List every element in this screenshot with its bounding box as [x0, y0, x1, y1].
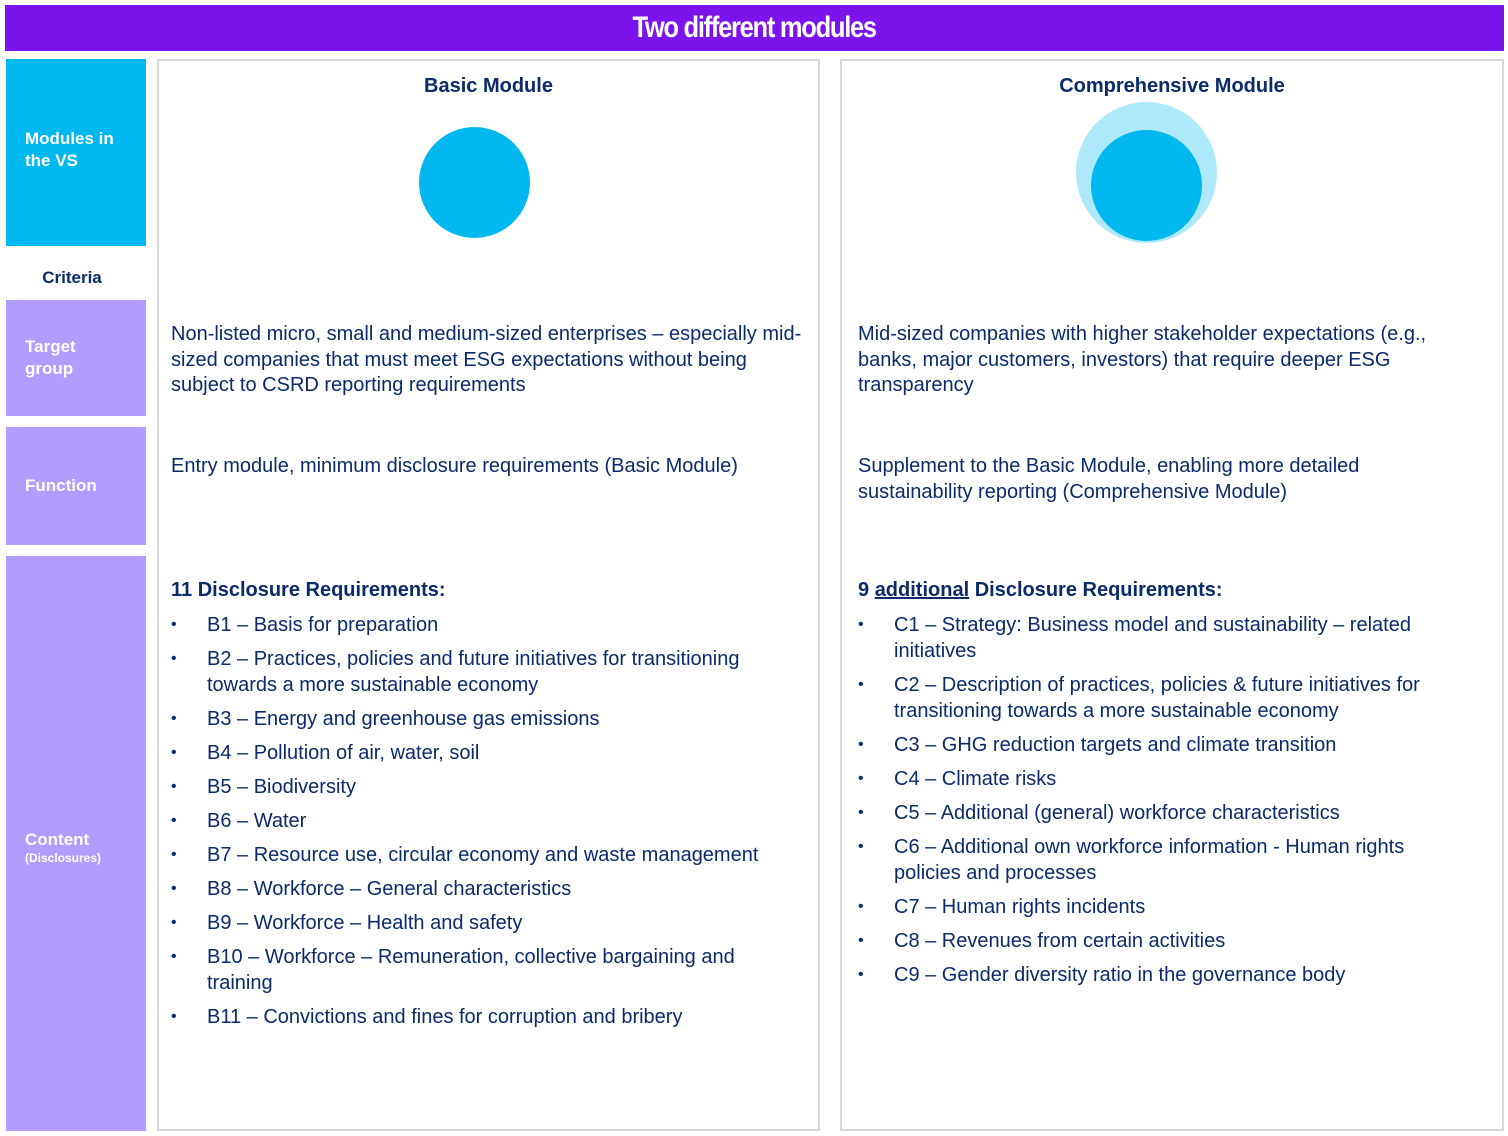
comprehensive-module-panel	[840, 59, 1504, 1131]
requirement-item: • B9 – Workforce – Health and safety	[171, 910, 791, 936]
requirement-item: • C3 – GHG reduction targets and climate transition	[858, 732, 1458, 758]
basic-module-title: Basic Module	[424, 75, 553, 97]
requirement-item: • B2 – Practices, policies and future initiatives for transitioning towards a more sustainable economy	[171, 646, 791, 698]
comprehensive-function-text: Supplement to the Basic Module, enabling more detailed sustainability reporting (Comprehensive Module)	[858, 455, 1360, 503]
page-title-bar	[5, 5, 1504, 51]
requirement-item: • B11 – Convictions and fines for corruption and bribery	[171, 1004, 791, 1030]
content-sublabel: (Disclosures)	[25, 850, 102, 865]
function-label: Function	[25, 476, 97, 495]
requirement-item: • B10 – Workforce – Remuneration, collective bargaining and training	[171, 944, 791, 996]
page-title: Two different modules	[632, 11, 877, 44]
basic-module-circle-icon	[419, 127, 530, 238]
requirement-item: • C6 – Additional own workforce information - Human rights policies and processes	[858, 834, 1458, 886]
content-label: Content	[25, 829, 90, 849]
target-group-label: Target group	[25, 337, 76, 378]
requirement-item: • C8 – Revenues from certain activities	[858, 928, 1458, 954]
target-group-label-box	[6, 300, 146, 416]
comprehensive-module-inner-circle-icon	[1091, 130, 1202, 241]
requirement-item: • B7 – Resource use, circular economy and waste management	[171, 842, 791, 868]
requirement-item: • B1 – Basis for preparation	[171, 612, 791, 638]
modules-label-box	[6, 59, 146, 246]
basic-module-panel	[157, 59, 820, 1131]
basic-list-heading: 11 Disclosure Requirements:	[171, 579, 446, 601]
comprehensive-list-heading: 9 additional Disclosure Requirements:	[858, 579, 1223, 601]
requirement-item: • C4 – Climate risks	[858, 766, 1458, 792]
function-label-box	[6, 427, 146, 545]
additional-emphasis: additional	[874, 579, 970, 601]
comprehensive-requirements-list	[858, 612, 1458, 996]
basic-target-group-text: Non-listed micro, small and medium-sized enterprises – especially mid-sized companies that must meet ESG expectations without being subject to CSRD reporting requirements	[171, 323, 802, 396]
requirement-item: • B5 – Biodiversity	[171, 774, 791, 800]
requirement-item: • C7 – Human rights incidents	[858, 894, 1458, 920]
comprehensive-module-title: Comprehensive Module	[1059, 75, 1285, 97]
criteria-label: Criteria	[42, 268, 102, 287]
requirement-item: • C1 – Strategy: Business model and sustainability – related initiatives	[858, 612, 1458, 664]
requirement-item: • B6 – Water	[171, 808, 791, 834]
requirement-item: • B4 – Pollution of air, water, soil	[171, 740, 791, 766]
requirement-item: • B3 – Energy and greenhouse gas emissions	[171, 706, 791, 732]
basic-requirements-list	[171, 612, 791, 1038]
requirement-item: • B8 – Workforce – General characteristics	[171, 876, 791, 902]
requirement-item: • C2 – Description of practices, policies & future initiatives for transitioning towards a more sustainable economy	[858, 672, 1458, 724]
comprehensive-target-group-text: Mid-sized companies with higher stakeholder expectations (e.g., banks, major customers, investors) that require deeper ESG transparency	[858, 323, 1427, 396]
basic-function-text: Entry module, minimum disclosure requirements (Basic Module)	[171, 455, 738, 477]
content-label-box	[6, 556, 146, 1131]
requirement-item: • C9 – Gender diversity ratio in the governance body	[858, 962, 1458, 988]
requirement-item: • C5 – Additional (general) workforce characteristics	[858, 800, 1458, 826]
modules-label: Modules in the VS	[25, 128, 114, 170]
